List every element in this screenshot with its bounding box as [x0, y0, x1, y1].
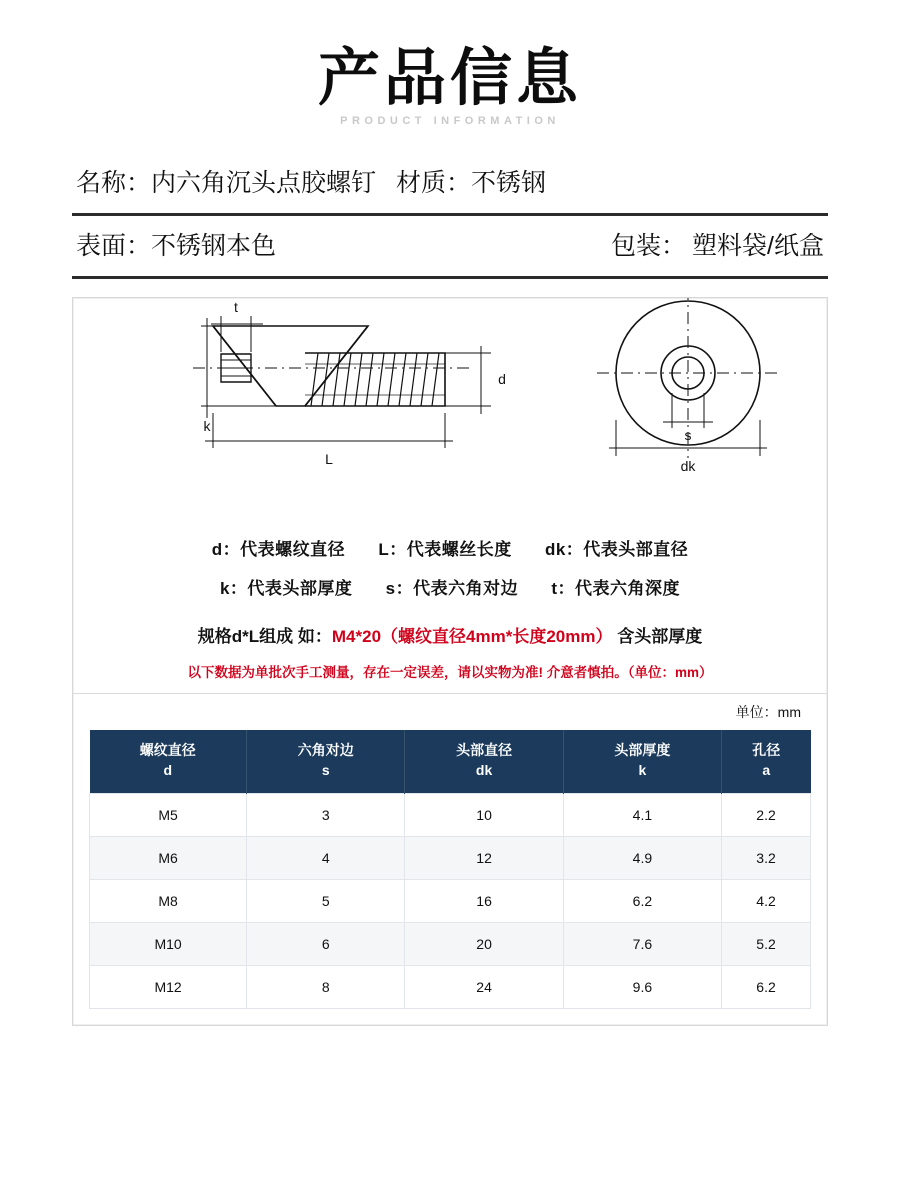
legend-t: t：代表六角深度 [551, 579, 681, 599]
table-header-dk-top: 头部直径 [456, 742, 513, 759]
surface-value: 不锈钢本色 [151, 232, 277, 261]
table-header-s-top: 六角对边 [297, 742, 354, 759]
spec-table [89, 730, 811, 1009]
cell-a: 5.2 [722, 922, 811, 965]
dim-label-s: s [684, 427, 692, 444]
material-label: 材质： [396, 169, 472, 198]
table-header-k-sub: k [638, 762, 647, 779]
table-header-a [722, 730, 811, 793]
unit-bar: 单位：mm [73, 693, 827, 730]
product-spec-block [72, 153, 828, 279]
cell-d: M10 [90, 922, 247, 965]
table-header-d [90, 730, 247, 793]
material-value: 不锈钢 [471, 169, 547, 198]
table-header-s [247, 730, 405, 793]
legend-L: L：代表螺丝长度 [378, 540, 512, 560]
table-header-k-top: 头部厚度 [614, 742, 671, 759]
table-row [90, 879, 811, 922]
cell-d: M8 [90, 879, 247, 922]
surface-label: 表面： [76, 232, 152, 261]
dim-label-t: t [234, 299, 238, 316]
legend-line-2 [73, 567, 827, 606]
legend-block [73, 528, 827, 606]
cell-s: 3 [247, 793, 405, 836]
cell-dk: 12 [405, 836, 563, 879]
page-subtitle: PRODUCT INFORMATION [340, 115, 560, 128]
table-header-dk-sub: dk [475, 762, 493, 779]
formula-prefix: 规格d*L组成 如： [197, 627, 332, 647]
cell-dk: 20 [405, 922, 563, 965]
formula-paren: （螺纹直径4mm*长度20mm） [381, 627, 613, 647]
technical-drawing [73, 298, 827, 528]
cell-dk: 16 [405, 879, 563, 922]
cell-k: 7.6 [563, 922, 721, 965]
cell-s: 5 [247, 879, 405, 922]
table-row [90, 836, 811, 879]
table-row [90, 922, 811, 965]
table-header-k [563, 730, 721, 793]
cell-k: 6.2 [563, 879, 721, 922]
divider-bottom [72, 276, 828, 279]
name-value: 内六角沉头点胶螺钉 [151, 169, 377, 198]
product-drawing-card [72, 297, 828, 1026]
table-row [90, 793, 811, 836]
dim-label-L: L [325, 451, 333, 468]
legend-s: s：代表六角对边 [385, 579, 519, 599]
cell-k: 9.6 [563, 965, 721, 1008]
cell-k: 4.9 [563, 836, 721, 879]
cell-d: M12 [90, 965, 247, 1008]
cell-d: M6 [90, 836, 247, 879]
formula-suffix: 含头部厚度 [617, 627, 703, 647]
spec-formula [73, 622, 827, 647]
cell-s: 6 [247, 922, 405, 965]
spec-row-name-material [72, 153, 828, 213]
cell-dk: 24 [405, 965, 563, 1008]
dim-label-k: k [203, 418, 211, 435]
cell-dk: 10 [405, 793, 563, 836]
spec-row-surface-package [72, 216, 828, 276]
table-header-d-sub: d [163, 762, 173, 779]
table-header-s-sub: s [321, 762, 330, 779]
legend-d: d：代表螺纹直径 [211, 540, 346, 560]
legend-line-1 [73, 528, 827, 567]
legend-dk: dk：代表头部直径 [544, 540, 689, 560]
table-header-row [90, 730, 811, 793]
table-row [90, 965, 811, 1008]
cell-k: 4.1 [563, 793, 721, 836]
table-header-dk [405, 730, 563, 793]
cell-a: 2.2 [722, 793, 811, 836]
cell-a: 3.2 [722, 836, 811, 879]
page-title: 产品信息 [317, 44, 582, 113]
cell-a: 6.2 [722, 965, 811, 1008]
cell-a: 4.2 [722, 879, 811, 922]
name-label: 名称： [76, 169, 152, 198]
cell-s: 8 [247, 965, 405, 1008]
cell-d: M5 [90, 793, 247, 836]
legend-k: k：代表头部厚度 [219, 579, 353, 599]
table-header-a-sub: a [762, 762, 771, 779]
table-header-d-top: 螺纹直径 [139, 742, 196, 759]
dim-label-d: d [498, 371, 506, 388]
cell-s: 4 [247, 836, 405, 879]
package-label: 包装： [611, 232, 687, 261]
dim-label-dk: dk [680, 458, 696, 475]
page-header [0, 0, 900, 127]
measurement-notice: 以下数据为单批次手工测量，存在一定误差，请以实物为准! 介意者慎拍。（单位：mm） [187, 665, 713, 681]
formula-code: M4*20 [331, 627, 382, 647]
table-header-a-top: 孔径 [752, 742, 781, 759]
package-value: 塑料袋/纸盒 [692, 232, 824, 261]
